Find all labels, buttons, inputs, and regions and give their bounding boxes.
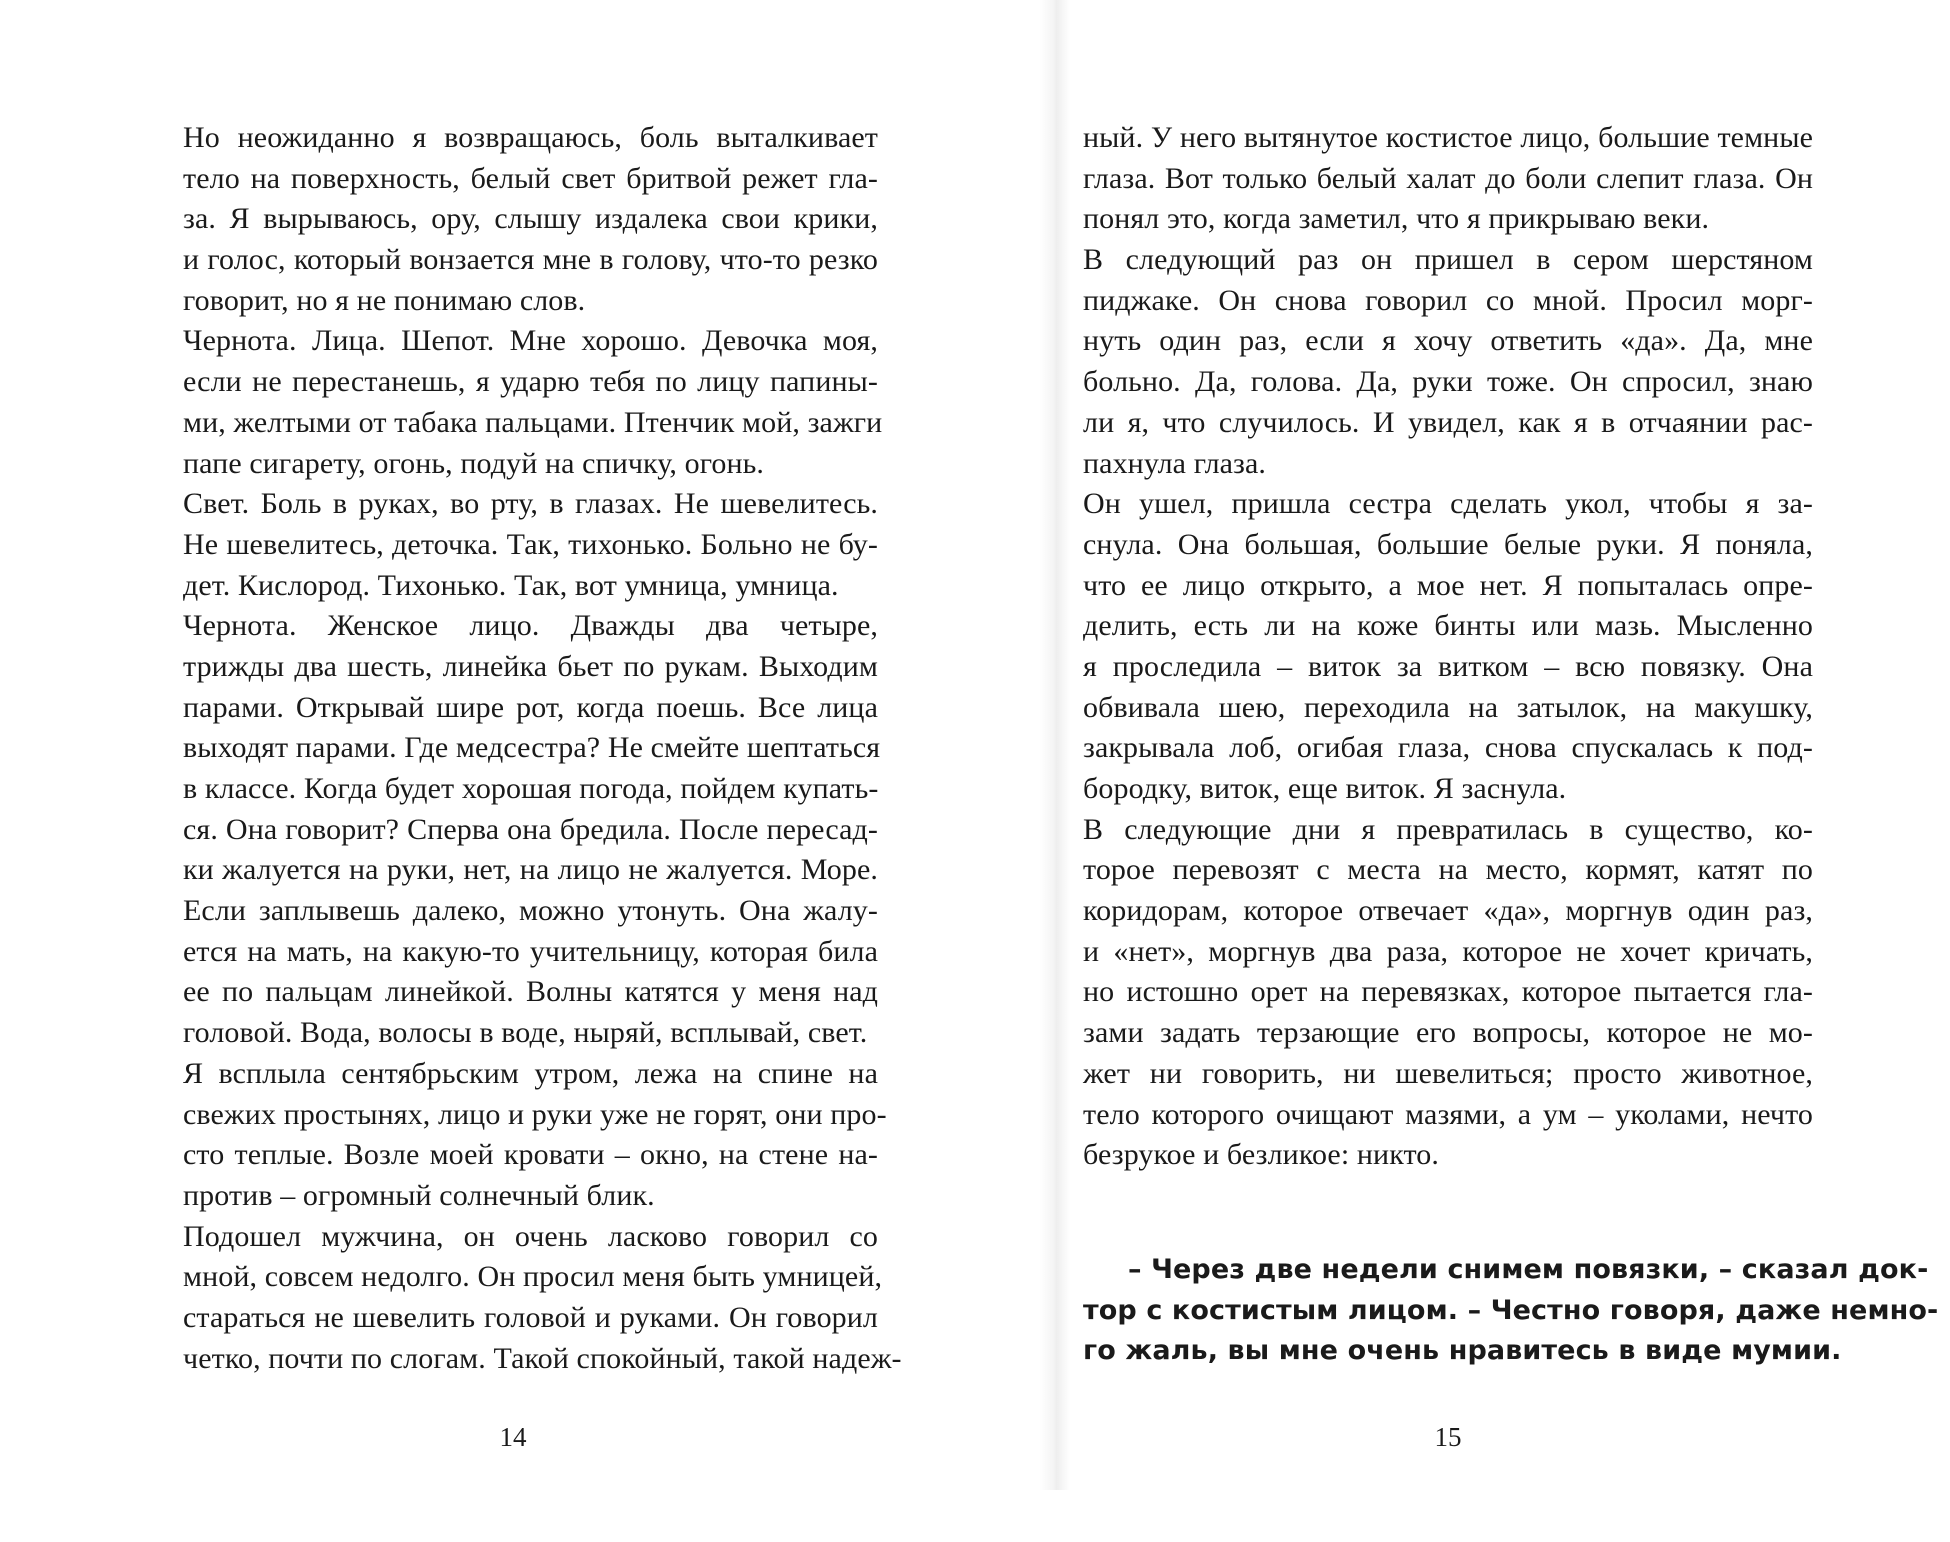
section-gap bbox=[1083, 1176, 1813, 1250]
text-line: если не перестанешь, я ударю тебя по лицу папины- bbox=[183, 365, 878, 399]
text-line: и голос, который вонзается мне в голову, что-то резко bbox=[183, 243, 878, 277]
text-line: делить, есть ли на коже бинты или мазь. Мысленно bbox=[1083, 609, 1813, 643]
text-line: Чернота. Женское лицо. Дважды два четыре, bbox=[183, 609, 878, 643]
text-line: против – огромный солнечный блик. bbox=[183, 1178, 655, 1212]
text-line: что ее лицо открыто, а мое нет. Я попыталась опре- bbox=[1083, 568, 1813, 602]
text-line: Не шевелитесь, деточка. Так, тихонько. Больно не бу- bbox=[183, 527, 878, 561]
text-line: ли я, что случилось. И увидел, как я в отчаянии рас- bbox=[1083, 405, 1813, 439]
text-line: глаза. Вот только белый халат до боли слепит глаза. Он bbox=[1083, 161, 1813, 195]
left-page-text bbox=[183, 118, 902, 1379]
text-line: нуть один раз, если я хочу ответить «да». Да, мне bbox=[1083, 324, 1813, 358]
text-line: трижды два шесть, линейка бьет по рукам. Выходим bbox=[183, 649, 878, 683]
text-line: ее по пальцам линейкой. Волны катятся у меня над bbox=[183, 975, 878, 1009]
right-page-body bbox=[1083, 118, 1813, 1176]
text-line: торое перевозят с места на место, кормят, катят по bbox=[1083, 853, 1813, 887]
text-line: тор с костистым лицом. – Честно говоря, даже немно- bbox=[1083, 1294, 1939, 1326]
text-line: тело на поверхность, белый свет бритвой режет гла- bbox=[183, 161, 878, 195]
right-page-number: 15 bbox=[1434, 1422, 1462, 1452]
text-line: ный. У него вытянутое костистое лицо, большие темные bbox=[1083, 121, 1813, 154]
text-line: папе сигарету, огонь, подуй на спичку, огонь. bbox=[183, 446, 764, 480]
text-line: закрывала лоб, огибая глаза, снова спускалась к под- bbox=[1083, 731, 1813, 765]
text-line: снула. Она большая, большие белые руки. Я поняла, bbox=[1083, 527, 1813, 561]
text-line: ки жалуется на руки, нет, на лицо не жалуется. Море. bbox=[183, 853, 878, 887]
text-line: обвивала шею, переходила на затылок, на макушку, bbox=[1083, 690, 1813, 724]
text-line: выходят парами. Где медсестра? Не смейте шептаться bbox=[183, 731, 881, 765]
text-line: и «нет», моргнув два раза, которое не хочет кричать, bbox=[1083, 934, 1813, 968]
text-line: я проследила – виток за витком – всю повязку. Она bbox=[1083, 649, 1813, 683]
text-line: говорит, но я не понимаю слов. bbox=[183, 283, 586, 317]
right-page-text bbox=[1083, 118, 1939, 1372]
text-line: Я всплыла сентябрьским утром, лежа на спине на bbox=[183, 1056, 878, 1090]
text-line: жет ни говорить, ни шевелиться; просто животное, bbox=[1083, 1056, 1813, 1090]
text-line: понял это, когда заметил, что я прикрываю веки. bbox=[1083, 202, 1710, 236]
text-line: мной, совсем недолго. Он просил меня быть умницей, bbox=[183, 1260, 883, 1294]
text-line: ется на мать, на какую-то учительницу, которая била bbox=[183, 934, 878, 968]
text-line: в классе. Когда будет хорошая погода, пойдем купать- bbox=[183, 772, 879, 805]
text-line: тело которого очищают мазями, а ум – уколами, нечто bbox=[1083, 1097, 1813, 1131]
text-line: дет. Кислород. Тихонько. Так, вот умница, умница. bbox=[183, 568, 839, 602]
text-line: бородку, виток, еще виток. Я заснула. bbox=[1083, 772, 1567, 805]
text-line: Если заплывешь далеко, можно утонуть. Она жалу- bbox=[183, 894, 878, 928]
text-line: больно. Да, голова. Да, руки тоже. Он спросил, знаю bbox=[1083, 365, 1813, 399]
text-line: Но неожиданно я возвращаюсь, боль выталкивает bbox=[183, 121, 878, 154]
text-line: В следующие дни я превратилась в существо, ко- bbox=[1083, 812, 1813, 846]
text-line: зами задать терзающие его вопросы, которое не мо- bbox=[1083, 1016, 1813, 1050]
text-line: но истошно орет на перевязках, которое пытается гла- bbox=[1083, 975, 1813, 1009]
text-line: парами. Открывай шире рот, когда поешь. Все лица bbox=[183, 690, 878, 724]
text-line: – Через две недели снимем повязки, – сказал док- bbox=[1128, 1253, 1929, 1285]
text-line: Он ушел, пришла сестра сделать укол, чтобы я за- bbox=[1083, 487, 1813, 521]
text-line: Чернота. Лица. Шепот. Мне хорошо. Девочка моя, bbox=[183, 324, 878, 358]
text-line: четко, почти по слогам. Такой спокойный, такой надеж- bbox=[183, 1341, 902, 1375]
text-line: сто теплые. Возле моей кровати – окно, на стене на- bbox=[183, 1138, 878, 1172]
text-line: свежих простынях, лицо и руки уже не горят, они про- bbox=[183, 1097, 887, 1131]
book-gutter bbox=[1040, 0, 1070, 1490]
text-line: головой. Вода, волосы в воде, ныряй, всплывай, свет. bbox=[183, 1016, 868, 1050]
text-line: стараться не шевелить головой и руками. Он говорил bbox=[183, 1300, 878, 1334]
text-line: коридорам, которое отвечает «да», моргнув один раз, bbox=[1083, 894, 1813, 928]
text-line: пиджаке. Он снова говорил со мной. Просил морг- bbox=[1083, 283, 1813, 317]
text-line: безрукое и безликое: никто. bbox=[1083, 1138, 1439, 1172]
text-line: за. Я вырываюсь, ору, слышу издалека свои крики, bbox=[183, 202, 878, 236]
text-line: ми, желтыми от табака пальцами. Птенчик мой, зажги bbox=[183, 405, 883, 439]
text-line: Свет. Боль в руках, во рту, в глазах. Не шевелитесь. bbox=[183, 487, 878, 521]
text-line: Подошел мужчина, он очень ласково говорил со bbox=[183, 1219, 878, 1253]
text-line: го жаль, вы мне очень нравитесь в виде мумии. bbox=[1083, 1335, 1842, 1367]
text-line: В следующий раз он пришел в сером шерстяном bbox=[1083, 243, 1813, 277]
right-page-dialog bbox=[1083, 1250, 1939, 1372]
text-line: ся. Она говорит? Сперва она бредила. После пересад- bbox=[183, 812, 878, 846]
text-line: пахнула глаза. bbox=[1083, 446, 1267, 480]
left-page-number: 14 bbox=[499, 1422, 527, 1452]
